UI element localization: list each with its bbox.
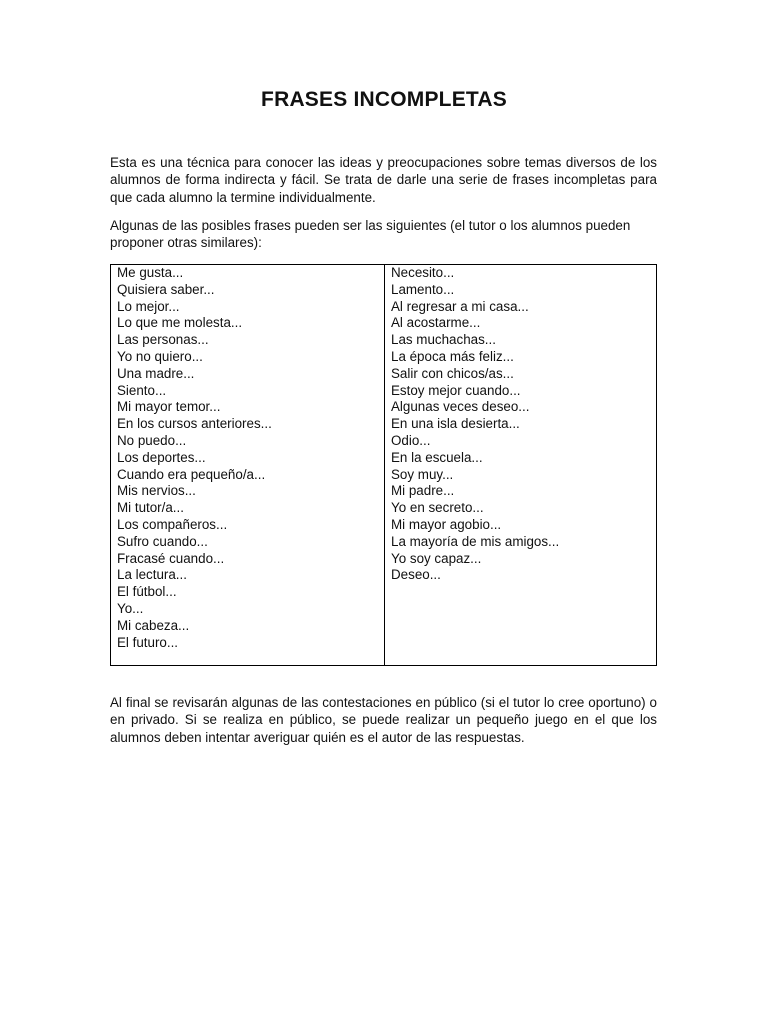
phrase-item: Odio...	[391, 432, 431, 448]
phrase-item: Lamento...	[391, 281, 455, 297]
phrase-item: La lectura...	[117, 567, 187, 583]
phrase-item: Las personas...	[117, 332, 209, 348]
phrase-item: Los deportes...	[117, 449, 206, 465]
phrase-item: Las muchachas...	[391, 332, 496, 348]
phrase-item: Sufro cuando...	[117, 533, 208, 549]
phrase-item: Mi cabeza...	[117, 617, 190, 633]
phrase-item: Una madre...	[117, 365, 195, 381]
phrase-item: Yo en secreto...	[391, 500, 484, 516]
phrase-item: El fútbol...	[117, 584, 177, 600]
phrase-item: Mi padre...	[391, 483, 455, 499]
phrase-item: Yo soy capaz...	[391, 550, 482, 566]
phrase-item: Algunas veces deseo...	[391, 399, 530, 415]
phrase-item: Salir con chicos/as...	[391, 365, 514, 381]
phrase-item: En una isla desierta...	[391, 416, 520, 432]
phrase-item: Mi tutor/a...	[117, 500, 184, 516]
phrase-item: Fracasé cuando...	[117, 550, 225, 566]
phrase-item: Estoy mejor cuando...	[391, 382, 521, 398]
phrase-item: La época más feliz...	[391, 348, 514, 364]
intro-paragraph: Esta es una técnica para conocer las ideas y preocupaciones sobre temas diversos de los alumnos de forma indirecta y fácil. Se trata de darle una serie de frases incompletas para que cada alumno la termine individualmente.	[110, 155, 657, 205]
phrase-item: En los cursos anteriores...	[117, 416, 272, 432]
phrase-item: Lo mejor...	[117, 298, 180, 314]
closing-paragraph: Al final se revisarán algunas de las contestaciones en público (si el tutor lo cree oportuno) o en privado. Si se realiza en público, se puede realizar un pequeño juego en el que los alumnos deben intentar averiguar quién es el autor de las respuestas.	[110, 695, 657, 745]
phrase-item: Quisiera saber...	[117, 281, 215, 297]
phrases-column-right	[385, 265, 656, 665]
phrase-item: En la escuela...	[391, 449, 483, 465]
phrase-item: Los compañeros...	[117, 516, 228, 532]
phrases-column-left	[111, 265, 385, 665]
phrase-item: Me gusta...	[117, 265, 184, 280]
phrases-table	[110, 264, 657, 666]
phrase-item: Deseo...	[391, 567, 441, 583]
phrase-item: Lo que me molesta...	[117, 315, 243, 331]
phrases-intro-paragraph: Algunas de las posibles frases pueden ser las siguientes (el tutor o los alumnos pueden proponer otras similares):	[110, 218, 631, 251]
phrase-item: Mis nervios...	[117, 483, 196, 499]
phrase-item: No puedo...	[117, 432, 187, 448]
phrase-item: Al regresar a mi casa...	[391, 298, 529, 314]
phrase-item: La mayoría de mis amigos...	[391, 533, 560, 549]
phrase-item: Yo no quiero...	[117, 348, 203, 364]
phrases-list-left	[117, 265, 384, 651]
phrase-item: Al acostarme...	[391, 315, 481, 331]
phrase-item: Mi mayor agobio...	[391, 516, 502, 532]
phrase-item: Cuando era pequeño/a...	[117, 466, 266, 482]
phrase-item: Siento...	[117, 382, 167, 398]
phrase-item: Necesito...	[391, 265, 455, 280]
page-title: FRASES INCOMPLETAS	[261, 88, 507, 111]
phrase-item: Mi mayor temor...	[117, 399, 221, 415]
phrase-item: Yo...	[117, 600, 144, 616]
phrases-list-right	[391, 265, 656, 584]
phrase-item: Soy muy...	[391, 466, 454, 482]
phrase-item: El futuro...	[117, 634, 179, 650]
